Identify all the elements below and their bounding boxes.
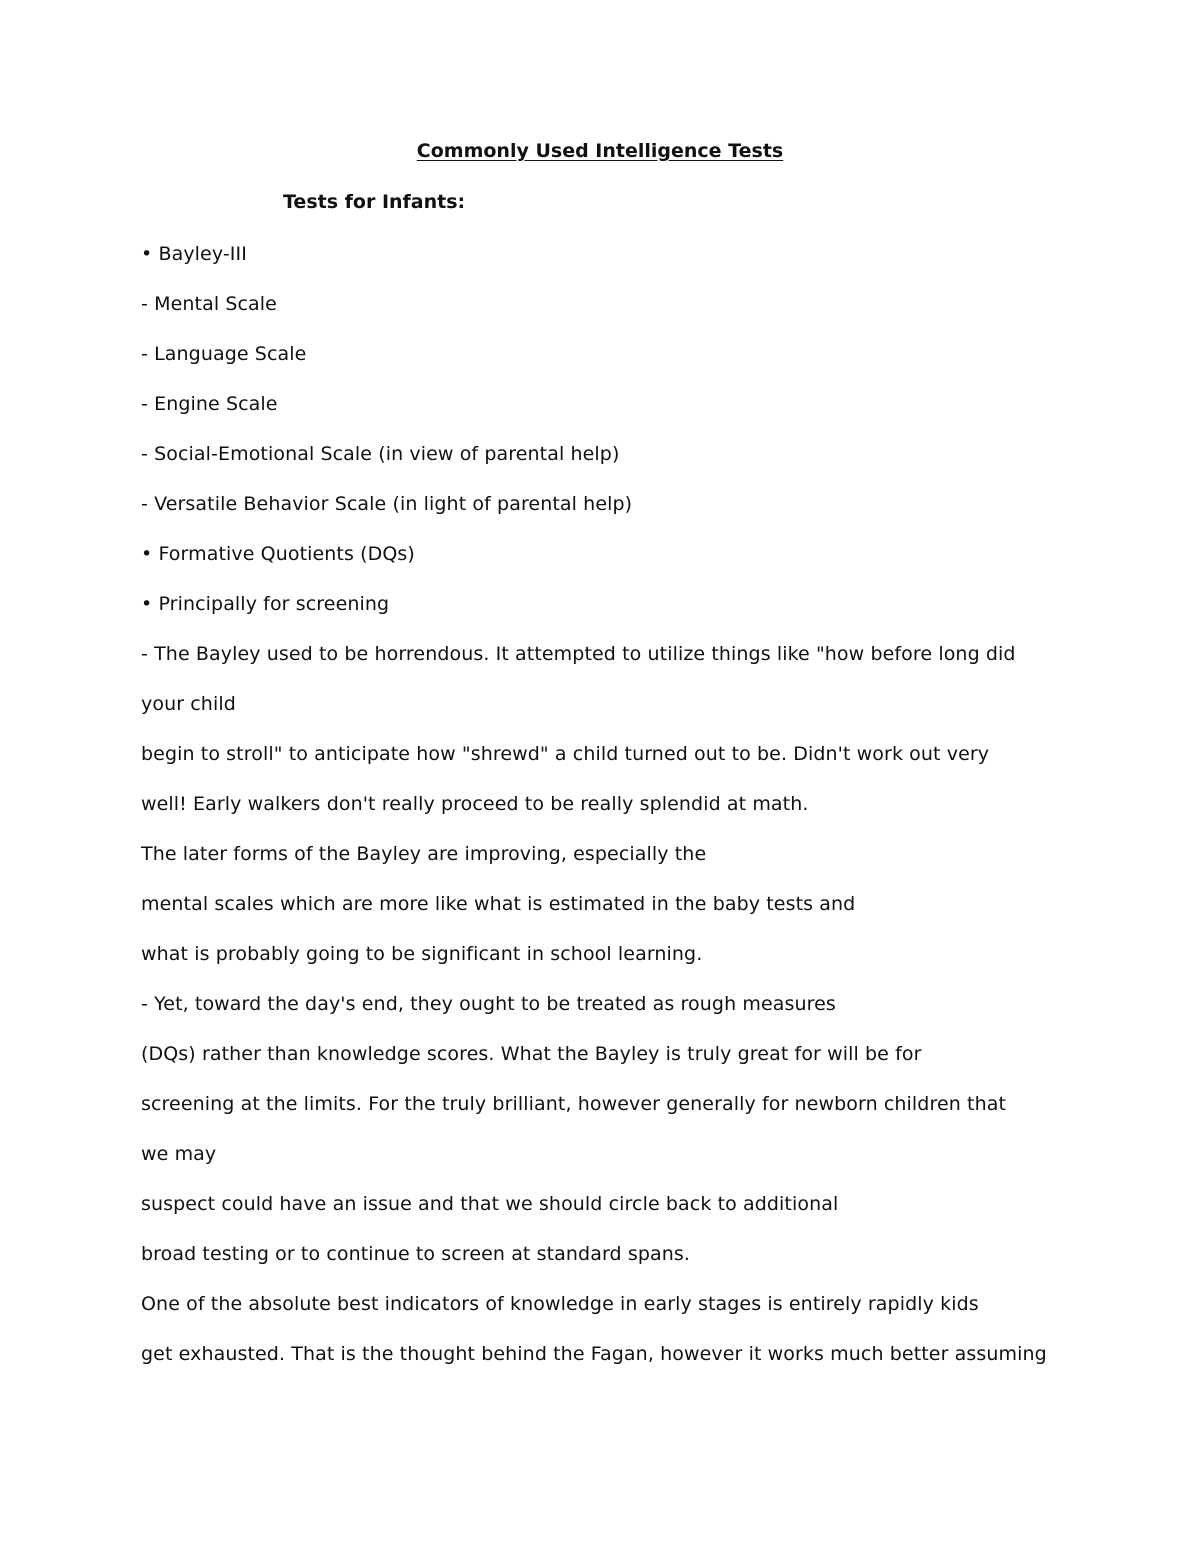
- text-line: well! Early walkers don't really proceed to be really splendid at math.: [141, 793, 809, 815]
- text-line: mental scales which are more like what is estimated in the baby tests and: [141, 893, 856, 915]
- body-text: [141, 240, 1071, 1390]
- text-line: - Social-Emotional Scale (in view of parental help): [141, 443, 620, 465]
- text-line: what is probably going to be significant in school learning.: [141, 943, 703, 965]
- section-heading: Tests for Infants:: [283, 191, 466, 213]
- text-line: - The Bayley used to be horrendous. It attempted to utilize things like "how before long did: [141, 643, 1016, 665]
- text-line: we may: [141, 1143, 217, 1165]
- text-line: - Engine Scale: [141, 393, 278, 415]
- text-line: begin to stroll" to anticipate how "shrewd" a child turned out to be. Didn't work out very: [141, 743, 990, 765]
- text-line: - Language Scale: [141, 343, 307, 365]
- document-title: Commonly Used Intelligence Tests: [416, 140, 784, 162]
- text-line: (DQs) rather than knowledge scores. What the Bayley is truly great for will be for: [141, 1043, 922, 1065]
- text-line: One of the absolute best indicators of knowledge in early stages is entirely rapidly kids: [141, 1293, 979, 1315]
- text-line: • Principally for screening: [141, 593, 390, 615]
- text-line: - Yet, toward the day's end, they ought to be treated as rough measures: [141, 993, 836, 1015]
- text-line: broad testing or to continue to screen at standard spans.: [141, 1243, 691, 1265]
- text-line: get exhausted. That is the thought behind the Fagan, however it works much better assuming: [141, 1343, 1047, 1365]
- text-line: your child: [141, 693, 236, 715]
- text-line: • Formative Quotients (DQs): [141, 543, 415, 565]
- text-line: - Mental Scale: [141, 293, 277, 315]
- text-line: - Versatile Behavior Scale (in light of parental help): [141, 493, 633, 515]
- text-line: • Bayley-III: [141, 243, 247, 265]
- text-line: suspect could have an issue and that we should circle back to additional: [141, 1193, 839, 1215]
- text-line: screening at the limits. For the truly brilliant, however generally for newborn children that: [141, 1093, 1007, 1115]
- text-line: The later forms of the Bayley are improving, especially the: [141, 843, 707, 865]
